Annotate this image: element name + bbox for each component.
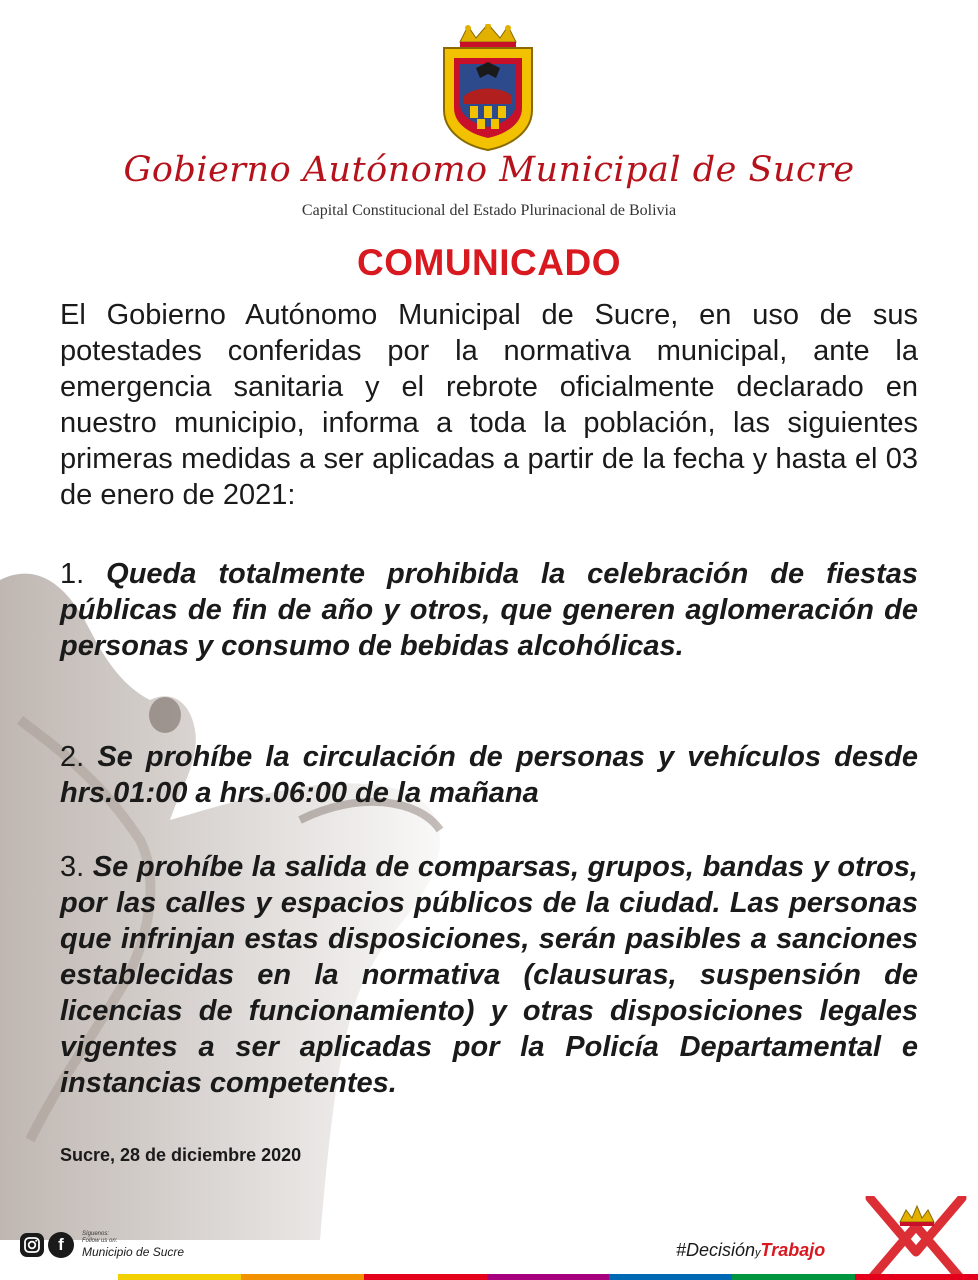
measure-text: Se prohíbe la salida de comparsas, grupos, bandas y otros, por las calles y espacios públicos de la ciudad. Las personas que infrinjan estas disposiciones, serán pasibles a sanciones establecidas en la normativa (clausuras, suspensión de licencias de funcionamiento) y otras disposiciones legales vigentes a ser aplicadas por la Policía Departamental e instancias competentes. xyxy=(60,851,918,1099)
stripe-purple xyxy=(487,1274,610,1280)
stripe-yellow xyxy=(118,1274,241,1280)
stripe-orange xyxy=(241,1274,364,1280)
slogan-part-1: #Decisión xyxy=(676,1240,756,1260)
measure-item-3 xyxy=(60,849,918,1101)
measure-item-1 xyxy=(60,556,918,664)
follow-label-en: Follow us on: xyxy=(82,1238,118,1244)
social-handle xyxy=(82,1231,184,1259)
measure-text: Se prohíbe la circulación de personas y vehículos desde hrs.01:00 a hrs.06:00 de la mañana xyxy=(60,741,918,809)
intro-paragraph: El Gobierno Autónomo Municipal de Sucre, en uso de sus potestades conferidas por la normativa municipal, ante la emergencia sanitaria y el rebrote oficialmente declarado en nuestro municipio, informa a toda la población, las siguientes primeras medidas a ser aplicadas a partir de la fecha y hasta el 03 de enero de 2021: xyxy=(60,299,918,511)
facebook-icon[interactable]: f xyxy=(48,1232,74,1258)
measure-text: Queda totalmente prohibida la celebración de fiestas públicas de fin de año y otros, que generen aglomeración de personas y consumo de bebidas alcohólicas. xyxy=(60,558,918,662)
social-account-name[interactable]: Municipio de Sucre xyxy=(82,1245,185,1259)
stripe-red-2 xyxy=(855,1274,978,1280)
crown-cross-emblem xyxy=(856,1196,978,1280)
slogan xyxy=(676,1240,825,1261)
document-date: Sucre, 28 de diciembre 2020 xyxy=(60,1145,302,1165)
organization-title: Gobierno Autónomo Municipal de Sucre xyxy=(123,150,855,190)
rainbow-stripe xyxy=(118,1274,978,1280)
stripe-green xyxy=(732,1274,855,1280)
coat-of-arms-logo xyxy=(440,24,536,152)
slogan-part-2: Trabajo xyxy=(760,1240,826,1260)
page-title: COMUNICADO xyxy=(357,242,621,283)
stripe-blue xyxy=(609,1274,732,1280)
instagram-icon[interactable] xyxy=(20,1233,44,1257)
measure-number: 3. xyxy=(60,851,85,883)
measure-number: 2. xyxy=(60,741,85,773)
slogan-joiner: y xyxy=(755,1247,761,1259)
measure-item-2 xyxy=(60,739,918,811)
stripe-red xyxy=(364,1274,487,1280)
social-links xyxy=(20,1230,184,1260)
measure-number: 1. xyxy=(60,558,85,590)
organization-subtitle: Capital Constitucional del Estado Plurinacional de Bolivia xyxy=(301,202,677,219)
follow-label-es: Síguenos: xyxy=(82,1231,110,1237)
